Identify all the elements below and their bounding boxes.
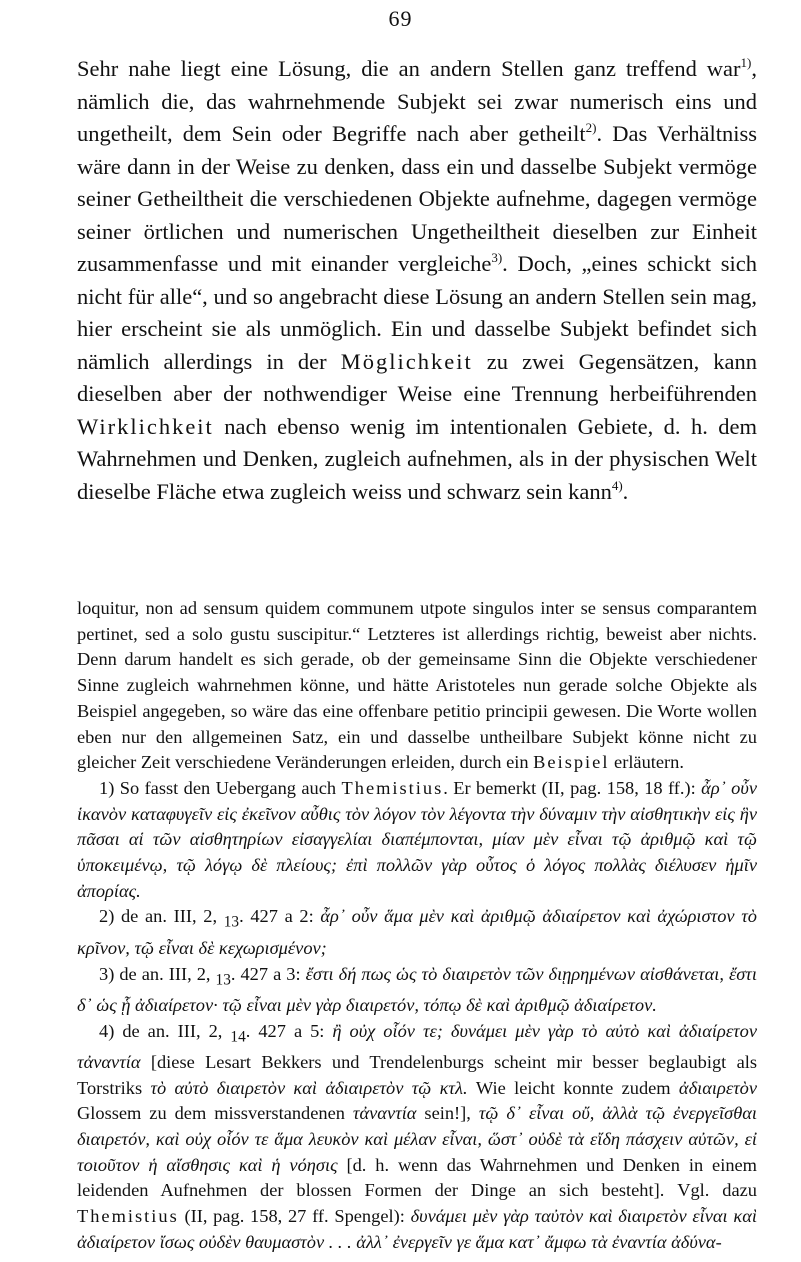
main-text	[77, 53, 757, 508]
text-run: . 427 a 3:	[230, 963, 306, 984]
greek-quote: δυνάμει μὲν γὰρ ταὐτὸν καὶ διαιρετὸν εἶναι καὶ ἀδιαίρετον ἴσως οὐδὲν θαυμαστὸν . . . ἀλλ᾽ ἐνεργεῖν γε ἅμα κατ᾽ ἄμφω τὰ ἐναντία ἀδύνα-	[77, 1206, 757, 1252]
text-run: erläutern.	[609, 752, 684, 773]
footnote-ref-1: 1)	[740, 55, 752, 70]
spaced-emphasis: Wirklichkeit	[77, 413, 214, 439]
text-run: (II, pag. 158, 27 ff. Spengel):	[178, 1206, 411, 1227]
greek-quote: ἆρ᾽ οὖν ἅμα μὲν καὶ ἀριθμῷ ἀδιαίρετον καὶ ἀχώριστον τὸ κρῖνον, τῷ εἶναι δὲ κεχωρισμένον;	[77, 906, 757, 958]
footnote-ref-2: 2)	[585, 120, 597, 135]
text-run: 1) So fasst den Uebergang auch	[99, 777, 342, 798]
text-run: . 427 a 2:	[239, 906, 321, 927]
page-number: 69	[388, 6, 413, 31]
text-run: Wie leicht konnte zudem	[467, 1077, 679, 1098]
section-subscript: 13	[215, 971, 231, 989]
text-run: . Doch, „eines schickt sich nicht für alle“, und so angebracht diese Lösung an andern Stellen sein mag, hier erscheint sie als unmöglich. Ein und dasselbe Subjekt befindet sich nämlich allerdings in der	[77, 251, 757, 374]
greek-quote: τὸ αὐτὸ διαιρετὸν καὶ ἀδιαιρετὸν τῷ κτλ.	[150, 1077, 468, 1098]
section-subscript: 13	[223, 914, 240, 932]
text-run: Glossem zu dem missverstandenen	[77, 1103, 353, 1124]
section-subscript: 14	[230, 1028, 246, 1046]
text-run: . 427 a 5:	[245, 1020, 333, 1041]
footnote-3	[77, 962, 757, 1019]
text-run: [diese Lesart Bekkers und Trendelenburgs scheint mir besser beglaubigt als Torstriks	[77, 1051, 757, 1098]
footnote-4	[77, 1019, 757, 1256]
text-run: loquitur, non ad sensum quidem communem utpote singulos inter se sensus comparantem pertinet, sed a solo gustu suscipitur.“ Letzteres ist allerdings richtig, beweist aber nichts. Denn darum handelt es sich gerade, ob der gemeinsame Sinn die Objekte verschiedener Sinne zugleich wahrnehmen könne, und hätte Aristoteles nun gerade solche Objekte als Beispiel angegeben, so wäre das eine offenbare petitio principii gewesen. Die Worte wollen eben nur den allgemeinen Satz, ein und dasselbe untheilbare Subjekt könne nicht zu gleicher Zeit verschiedene Veränderungen erleiden, durch ein	[77, 598, 757, 773]
footnote-1	[77, 776, 757, 905]
footnotes	[77, 596, 757, 1256]
text-run: , nämlich die, das wahrnehmende Subjekt sei zwar numerisch eins und ungetheilt, dem Sein oder Begriffe nach aber getheilt	[77, 56, 757, 146]
text-run: 3) de an. III, 2,	[99, 963, 216, 984]
text-run: [d. h. wenn das Wahrnehmen und Denken in einem leidenden Aufnehmen der blossen Formen der Dinge an sich besteht]. Vgl. dazu	[77, 1154, 757, 1201]
greek-quote: ἆρ᾽ οὖν ἱκανὸν καταφυγεῖν εἰς ἐκεῖνον αὖθις τὸν λόγον τὸν λέγοντα τὴν δύναμιν τὴν αἰσθητικὴν εἰς ἣν πᾶσαι αἱ τῶν αἰσθητηρίων εἰσαγγελίαι διαπέμπονται, μίαν μὲν εἶναι τῷ ἀριθμῷ καὶ τῷ ὑποκειμένῳ, τῷ λόγῳ δὲ πλείους; ἐπὶ πολλῶν γὰρ οὗτος ὁ λόγος πολλὰς διέλυσεν ἡμῖν ἀπορίας.	[77, 777, 757, 901]
text-run: nach ebenso wenig im intentionalen Gebiete, d. h. dem Wahrnehmen und Denken, zugleich aufnehmen, als in der physischen Welt dieselbe Fläche etwa zugleich weiss und schwarz sein kann	[77, 413, 757, 504]
spaced-emphasis: Beispiel	[533, 752, 610, 773]
text-run: 4) de an. III, 2,	[99, 1020, 231, 1041]
footnote-ref-4: 4)	[611, 477, 623, 493]
text-run: . Er bemerkt (II, pag. 158, 18 ff.):	[443, 777, 702, 798]
greek-quote: τῷ δ᾽ εἶναι οὔ, ἀλλὰ τῷ ἐνεργεῖσθαι διαιρετόν, καὶ οὐχ οἷόν τε ἅμα λευκὸν καὶ μέλαν εἶναι, ὥστ᾽ οὐδὲ τὰ εἴδη πάσχειν αὐτῶν, εἰ τοιοῦτον ἡ αἴσθησις καὶ ἡ νόησις	[77, 1103, 757, 1175]
footnote-2	[77, 904, 757, 961]
greek-quote: τἀναντία	[352, 1103, 417, 1124]
greek-quote: ἢ οὐχ οἷόν τε; δυνάμει μὲν γὰρ τὸ αὐτὸ καὶ ἀδιαίρετον τἀναντία	[77, 1020, 757, 1072]
text-run: sein!],	[416, 1103, 479, 1124]
footnote-ref-3: 3)	[491, 250, 503, 265]
footnote-continuation	[77, 596, 757, 776]
text-run: Sehr nahe liegt eine Lösung, die an andern Stellen ganz treffend war	[77, 56, 741, 81]
text-run: 2) de an. III, 2,	[99, 906, 224, 927]
text-run: .	[622, 478, 629, 504]
main-paragraph	[77, 53, 757, 508]
greek-quote: ἀδιαιρετὸν	[678, 1077, 758, 1098]
text-run: . Das Verhältniss wäre dann in der Weise zu denken, dass ein und dasselbe Subjekt vermöge seiner Getheiltheit die verschiedenen Objekte aufnehme, dagegen vermöge seiner örtlichen und numerischen Ungetheiltheit dieselben zur Einheit zusammenfasse und mit einander vergleiche	[77, 121, 757, 276]
text-run: zu zwei Gegensätzen, kann dieselben aber der nothwendiger Weise eine Trennung herbeiführenden	[77, 348, 757, 406]
greek-quote: ἔστι δή πως ὡς τὸ διαιρετὸν τῶν διῃρημένων αἰσθάνεται, ἔστι δ᾽ ὡς ᾗ ἀδιαίρετον· τῷ εἶναι μὲν γὰρ διαιρετόν, τόπῳ δὲ καὶ ἀριθμῷ ἀδιαίρετον.	[77, 963, 757, 1015]
spaced-emphasis: Themistius	[341, 777, 444, 798]
spaced-emphasis: Themistius	[77, 1206, 179, 1227]
spaced-emphasis: Möglichkeit	[340, 348, 473, 374]
